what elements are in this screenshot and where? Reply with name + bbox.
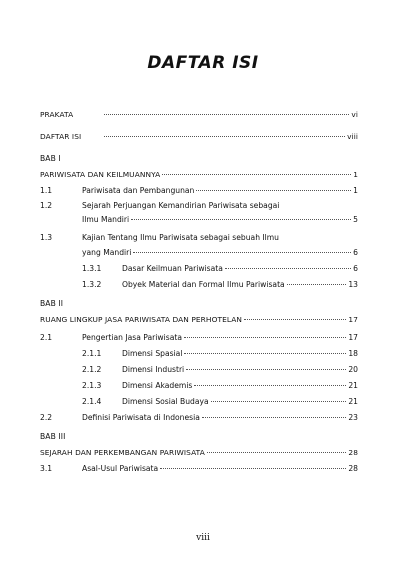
toc-entry-bab1[interactable] [40,168,358,182]
toc-label: DAFTAR ISI [40,132,82,141]
toc-page: 1 [353,186,358,195]
toc-leader [131,219,351,220]
toc-num: 1.3 [40,233,53,242]
toc-label: Asal-Usul Pariwisata [82,464,159,473]
toc-num: 3.1 [40,464,53,473]
chapter-label: BAB II [40,299,64,308]
toc-entry-bab3[interactable] [40,446,358,460]
toc-label: Obyek Material dan Formal Ilmu Pariwisata [122,280,285,289]
toc-label: Ilmu Mandiri [82,215,130,224]
toc-page: 17 [348,315,358,324]
toc-label: SEJARAH DAN PERKEMBANGAN PARIWISATA [40,448,205,457]
toc-page: 20 [348,365,358,374]
toc-leader [207,452,347,453]
toc-page: 13 [348,280,358,289]
toc-leader [160,468,346,469]
toc-leader [225,268,351,269]
toc-page: 21 [348,381,358,390]
toc-label: PRAKATA [40,110,74,119]
toc-entry-2-2[interactable] [40,411,358,425]
toc-label: Kajian Tentang Ilmu Pariwisata sebagai sebuah Ilmu [82,233,279,242]
toc-label: Pariwisata dan Pembangunan [82,186,195,195]
toc-leader [194,385,346,386]
toc-leader [196,190,351,191]
toc-leader [287,284,347,285]
toc-num: 2.1.4 [82,397,102,406]
toc-page: viii [347,132,358,141]
page-number: viii [196,533,210,543]
toc-label: Dasar Keilmuan Pariwisata [122,264,223,273]
toc-entry-1-1[interactable] [40,184,358,198]
toc-num: 2.1.1 [82,349,102,358]
toc-entry-1-2-line2[interactable] [40,213,358,227]
toc-num: 2.1 [40,333,53,342]
toc-page: 5 [353,215,358,224]
toc-entry-2-1-1[interactable] [40,347,358,361]
toc-page: 6 [353,248,358,257]
toc-label: Dimensi Industri [122,365,185,374]
toc-page: 28 [348,448,358,457]
toc-label: Dimensi Sosial Budaya [122,397,209,406]
toc-label: Pengertian Jasa Pariwisata [82,333,182,342]
toc-num: 1.2 [40,201,53,210]
toc-page: 17 [348,333,358,342]
toc-entry-2-1-2[interactable] [40,363,358,377]
toc-leader [186,369,346,370]
toc-page: 28 [348,464,358,473]
toc-entry-1-2-line1[interactable] [40,199,358,213]
toc-leader [244,319,346,320]
toc-entry-2-1[interactable] [40,331,358,345]
toc-entry-3-1[interactable] [40,462,358,476]
toc-entry-1-3-line2[interactable] [40,246,358,260]
toc-page: 21 [348,397,358,406]
toc-num: 1.3.2 [82,280,102,289]
toc-page: 18 [348,349,358,358]
toc-label: Definisi Pariwisata di Indonesia [82,413,200,422]
toc-num: 1.1 [40,186,53,195]
toc-leader [133,252,351,253]
toc-leader [184,337,346,338]
toc-label: PARIWISATA DAN KEILMUANNYA [40,170,161,179]
toc-num: 2.2 [40,413,53,422]
toc-leader [202,417,346,418]
toc-leader [104,114,349,115]
toc-label: Dimensi Akademis [122,381,193,390]
toc-entry-1-3-2[interactable] [40,278,358,292]
toc-entry-1-3-line1[interactable] [40,231,358,245]
toc-entry-bab2[interactable] [40,313,358,327]
toc-leader [211,401,347,402]
toc-num: 2.1.2 [82,365,102,374]
toc-entry-daftar-isi[interactable] [40,130,358,144]
toc-leader [184,353,346,354]
toc-entry-prakata[interactable] [40,108,358,122]
toc-entry-2-1-3[interactable] [40,379,358,393]
toc-entry-1-3-1[interactable] [40,262,358,276]
toc-entry-2-1-4[interactable] [40,395,358,409]
toc-leader [162,174,351,175]
chapter-label: BAB III [40,432,66,441]
toc-page: vi [351,110,358,119]
toc-page: 6 [353,264,358,273]
toc-label: yang Mandiri [82,248,132,257]
toc-label: Dimensi Spasial [122,349,183,358]
toc-page: 23 [348,413,358,422]
toc-num: 2.1.3 [82,381,102,390]
toc-num: 1.3.1 [82,264,102,273]
page-title: DAFTAR ISI [147,53,259,73]
toc-leader [104,136,345,137]
toc-label: RUANG LINGKUP JASA PARIWISATA DAN PERHOTELAN [40,315,243,324]
chapter-label: BAB I [40,154,61,163]
toc-page: 1 [353,170,358,179]
toc-label: Sejarah Perjuangan Kemandirian Pariwisata sebagai [82,201,280,210]
